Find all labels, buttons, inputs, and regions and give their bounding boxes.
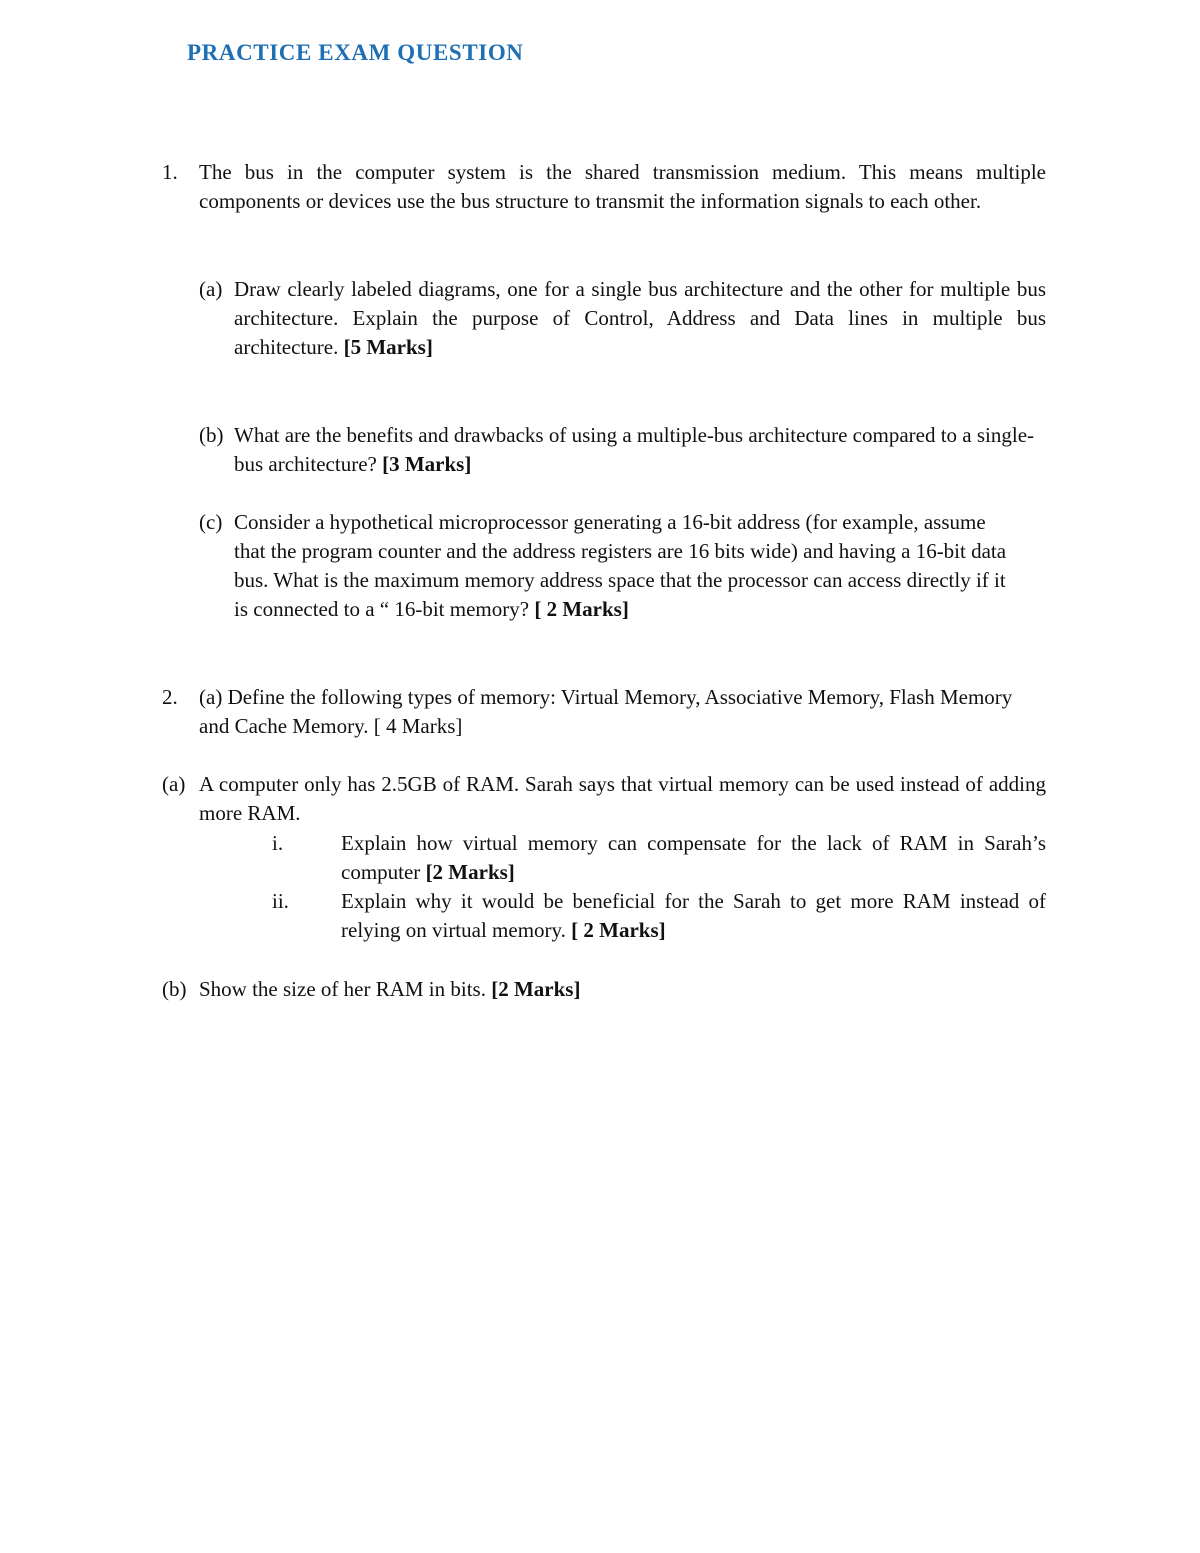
question-1c-body: Consider a hypothetical microprocessor generating a 16-bit address (for example, assume that the program counter and the address registers are 16 bits wide) and having a 16-bit data bus. What is the maximum memory address space that the processor can access directly if it is connected to a “ 16-bit memory? [234,510,1007,621]
question-2b-body: Show the size of her RAM in bits. [199,977,486,1001]
question-2b-label: (b) [162,977,187,1001]
question-2a2-item-ii-body: Explain why it would be beneficial for the Sarah to get more RAM instead of relying on virtual memory. [341,889,1046,942]
question-2a2-item-i-body: Explain how virtual memory can compensate for the lack of RAM in Sarah’s computer [341,831,1046,884]
question-1c-marks: [ 2 Marks] [534,597,629,621]
question-1-number: 1. [162,160,178,184]
question-1a-marks: [5 Marks] [343,335,433,359]
question-2a-text [199,683,1046,741]
question-2a2-item-i-marks: [2 Marks] [425,860,515,884]
question-2a-label: (a) [199,685,223,709]
question-1a-text [234,275,1046,362]
question-2b-marks: [2 Marks] [491,977,581,1001]
question-2a-body: Define the following types of memory: Virtual Memory, Associative Memory, Flash Memory and Cache Memory. [ 4 Marks] [199,685,1013,738]
question-2a2-item-ii-marks: [ 2 Marks] [571,918,666,942]
page-title: PRACTICE EXAM QUESTION [187,40,524,65]
question-2a2-item-i-label: i. [272,831,284,855]
question-1-stem: The bus in the computer system is the shared transmission medium. This means multiple components or devices use the bus structure to transmit the information signals to each other. [199,160,1046,213]
question-2a2-label: (a) [162,772,186,796]
question-1c-text [234,508,1014,624]
question-1b-marks: [3 Marks] [382,452,472,476]
question-2a2-text: A computer only has 2.5GB of RAM. Sarah says that virtual memory can be used instead of adding more RAM. [199,772,1046,825]
question-1c-label: (c) [199,510,223,534]
question-2a2-item-i-text [341,829,1046,887]
question-2a2-item-ii-label: ii. [272,889,289,913]
question-1a-body: Draw clearly labeled diagrams, one for a single bus architecture and the other for multiple bus architecture. Explain the purpose of Control, Address and Data lines in multiple bus architecture. [234,277,1046,359]
question-1b-body: What are the benefits and drawbacks of using a multiple-bus architecture compared to a single-bus architecture? [234,423,1035,476]
question-1a-label: (a) [199,277,223,301]
question-2b-text [199,975,1046,1004]
question-2-number: 2. [162,685,178,709]
question-1b-text [234,421,1049,479]
question-1b-label: (b) [199,423,224,447]
question-2a2-item-ii-text [341,887,1046,945]
